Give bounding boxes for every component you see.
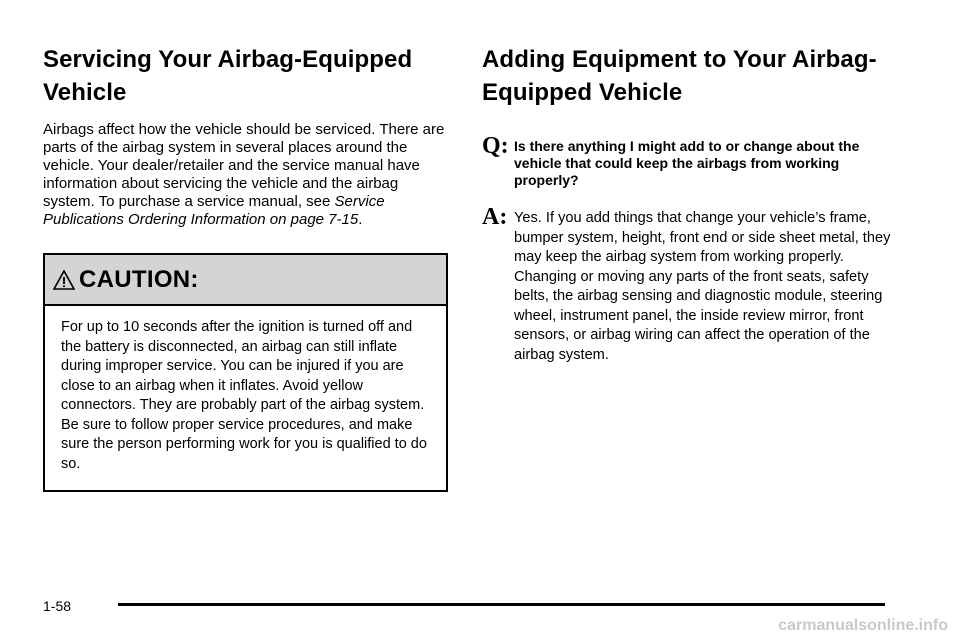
page-number: 1-58 — [43, 598, 72, 614]
answer-block — [482, 205, 902, 365]
caution-box — [43, 253, 448, 492]
answer-marker: A: — [482, 204, 508, 230]
right-column — [482, 43, 902, 365]
answer-text: Yes. If you add things that change your vehicle’s frame, bumper system, height, front end or side sheet metal, they may keep the airbag system from working properly. Changing or moving any parts of the front seats, safety belts, the airbag sensing and diagnostic module, steering wheel, instrument panel, the inside review mirror, front sensors, or airbag wiring can affect the operation of the airbag system. — [514, 210, 891, 363]
question-text: Is there anything I might add to or change about the vehicle that could keep the airbags from working properly? — [514, 138, 860, 188]
paragraph-end: . — [358, 211, 363, 228]
footer-rule — [118, 603, 885, 606]
left-column — [43, 43, 448, 492]
section-heading-servicing: Servicing Your Airbag-Equipped Vehicle — [43, 46, 413, 106]
servicing-paragraph — [43, 121, 448, 229]
caution-title: CAUTION: — [79, 265, 199, 293]
servicing-paragraph-text: Airbags affect how the vehicle should be serviced. There are parts of the airbag system in several places around the vehicle. Your dealer/retailer and the service manual have information about servicing the vehicle and the airbag system. To purchase a service manual, see — [43, 121, 445, 210]
watermark-text: carmanualsonline.info — [778, 617, 948, 634]
service-publications-reference: Service Publications Ordering Information on page 7-15 — [43, 193, 385, 228]
question-marker: Q: — [482, 133, 509, 159]
caution-text: For up to 10 seconds after the ignition is turned off and the battery is disconnected, an airbag can still inflate during improper service. You can be injured if you are close to an airbag when it inflates. Avoid yellow connectors. They are probably part of the airbag system. Be sure to follow proper service procedures, and make sure the person performing work for you is qualified to do so. — [61, 319, 427, 472]
caution-header — [45, 255, 446, 306]
warning-triangle-icon — [53, 269, 75, 291]
question-block — [482, 134, 902, 189]
section-heading-adding-equipment: Adding Equipment to Your Airbag-Equipped Vehicle — [482, 46, 877, 106]
